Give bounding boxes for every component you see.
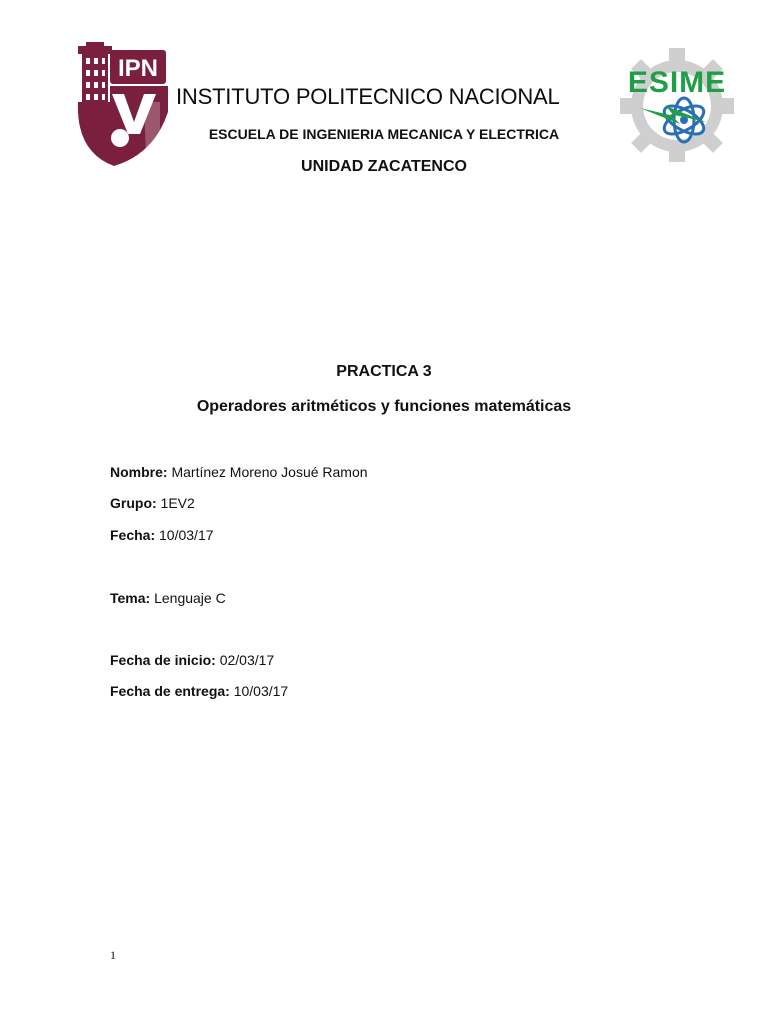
field-name-label: Nombre:	[110, 464, 168, 480]
field-date-label: Fecha:	[110, 527, 156, 543]
field-due-date-value: 10/03/17	[233, 683, 289, 699]
field-subject-label: Tema:	[110, 590, 151, 606]
field-subject	[110, 590, 226, 606]
institute-title: INSTITUTO POLITECNICO NACIONAL	[176, 84, 560, 109]
unit-title: UNIDAD ZACATENCO	[301, 158, 467, 175]
field-start-date	[110, 652, 274, 668]
practice-number: PRACTICA 3	[336, 363, 432, 380]
field-due-date	[110, 683, 288, 699]
field-subject-value: Lenguaje C	[154, 590, 226, 606]
ipn-logo-icon	[74, 42, 174, 168]
field-group	[110, 495, 195, 511]
field-group-value: 1EV2	[160, 495, 195, 511]
page-number: 1	[110, 948, 116, 962]
field-group-label: Grupo:	[110, 495, 157, 511]
field-name-value: Martínez Moreno Josué Ramon	[171, 464, 368, 480]
school-title	[0, 126, 768, 142]
field-due-date-label: Fecha de entrega:	[110, 683, 230, 699]
school-title-text: ESCUELA DE INGENIERIA MECANICA Y ELECTRICA	[208, 126, 560, 142]
svg-text:IPN: IPN	[117, 55, 159, 82]
field-start-date-label: Fecha de inicio:	[110, 652, 216, 668]
field-start-date-value: 02/03/17	[219, 652, 275, 668]
svg-text:ESIME: ESIME	[627, 66, 727, 99]
field-date	[110, 527, 214, 543]
field-name	[110, 464, 368, 480]
field-date-value: 10/03/17	[159, 527, 214, 543]
esime-logo-icon	[610, 44, 744, 162]
practice-topic: Operadores aritméticos y funciones matemáticas	[196, 398, 572, 415]
